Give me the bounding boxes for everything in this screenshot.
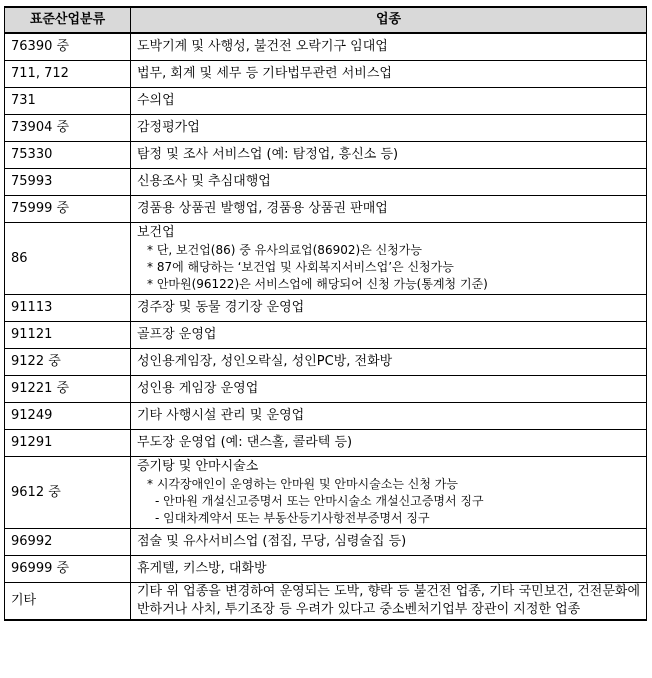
code-cell: 731 [5,88,131,115]
table-row [5,115,647,142]
table-row [5,349,647,376]
code-cell: 기타 [5,583,131,621]
table-row [5,61,647,88]
table-row [5,169,647,196]
industry-cell: 기타 사행시설 관리 및 운영업 [131,403,647,430]
table-row [5,376,647,403]
table-row [5,430,647,457]
industry-note: * 시각장애인이 운영하는 안마원 및 안마시술소는 신청 가능 [147,477,458,491]
header-code: 표준산업분류 [5,7,131,33]
table-row [5,223,647,295]
table-row [5,196,647,223]
industry-name: 보건업 [137,225,175,240]
table-row [5,457,647,529]
industry-cell: 신용조사 및 추심대행업 [131,169,647,196]
header-industry: 업종 [131,7,647,33]
industry-note: * 단, 보건업(86) 중 유사의료업(86902)은 신청가능 [147,243,422,257]
industry-cell: 무도장 운영업 (예: 댄스홀, 콜라텍 등) [131,430,647,457]
industry-name: 증기탕 및 안마시술소 [137,459,259,474]
code-cell: 75330 [5,142,131,169]
table-row [5,142,647,169]
code-cell: 9612 중 [5,457,131,529]
header-row [5,7,647,33]
industry-table [4,6,647,621]
industry-cell: 수의업 [131,88,647,115]
industry-cell: 법무, 회계 및 세무 등 기타법무관련 서비스업 [131,61,647,88]
table-row [5,33,647,61]
table-header [5,7,647,33]
code-cell: 91121 [5,322,131,349]
table-row [5,403,647,430]
industry-cell: 성인용 게임장 운영업 [131,376,647,403]
code-cell: 73904 중 [5,115,131,142]
table-row [5,295,647,322]
table-row [5,322,647,349]
code-cell: 91113 [5,295,131,322]
industry-cell: 경주장 및 동물 경기장 운영업 [131,295,647,322]
table-row [5,529,647,556]
code-cell: 96999 중 [5,556,131,583]
industry-cell: 감정평가업 [131,115,647,142]
code-cell: 9122 중 [5,349,131,376]
industry-cell: 도박기계 및 사행성, 불건전 오락기구 임대업 [131,33,647,61]
industry-subnote: - 임대차계약서 또는 부동산등기사항전부증명서 징구 [155,511,430,525]
industry-subnote: - 안마원 개설신고증명서 또는 안마시술소 개설신고증명서 징구 [155,494,484,508]
table-row [5,556,647,583]
industry-cell: 경품용 상품권 발행업, 경품용 상품권 판매업 [131,196,647,223]
industry-cell: 휴게텔, 키스방, 대화방 [131,556,647,583]
code-cell: 91249 [5,403,131,430]
industry-cell [131,223,647,295]
table-row [5,88,647,115]
industry-note: * 안마원(96122)은 서비스업에 해당되어 신청 가능(통계청 기준) [147,277,488,291]
industry-cell: 탐정 및 조사 서비스업 (예: 탐정업, 흥신소 등) [131,142,647,169]
industry-cell [131,457,647,529]
industry-cell: 점술 및 유사서비스업 (점집, 무당, 심령술집 등) [131,529,647,556]
code-cell: 76390 중 [5,33,131,61]
code-cell: 86 [5,223,131,295]
industry-cell: 기타 위 업종을 변경하여 운영되는 도박, 향락 등 불건전 업종, 기타 국민보건, 건전문화에 반하거나 사치, 투기조장 등 우려가 있다고 중소벤처기업부 장관이 지정한 업종 [131,583,647,621]
code-cell: 75999 중 [5,196,131,223]
industry-cell: 성인용게임장, 성인오락실, 성인PC방, 전화방 [131,349,647,376]
table-row [5,583,647,621]
table-body [5,33,647,620]
code-cell: 96992 [5,529,131,556]
industry-cell: 골프장 운영업 [131,322,647,349]
industry-note: * 87에 해당하는 ‘보건업 및 사회복지서비스업’은 신청가능 [147,260,454,274]
code-cell: 91291 [5,430,131,457]
code-cell: 75993 [5,169,131,196]
code-cell: 91221 중 [5,376,131,403]
code-cell: 711, 712 [5,61,131,88]
